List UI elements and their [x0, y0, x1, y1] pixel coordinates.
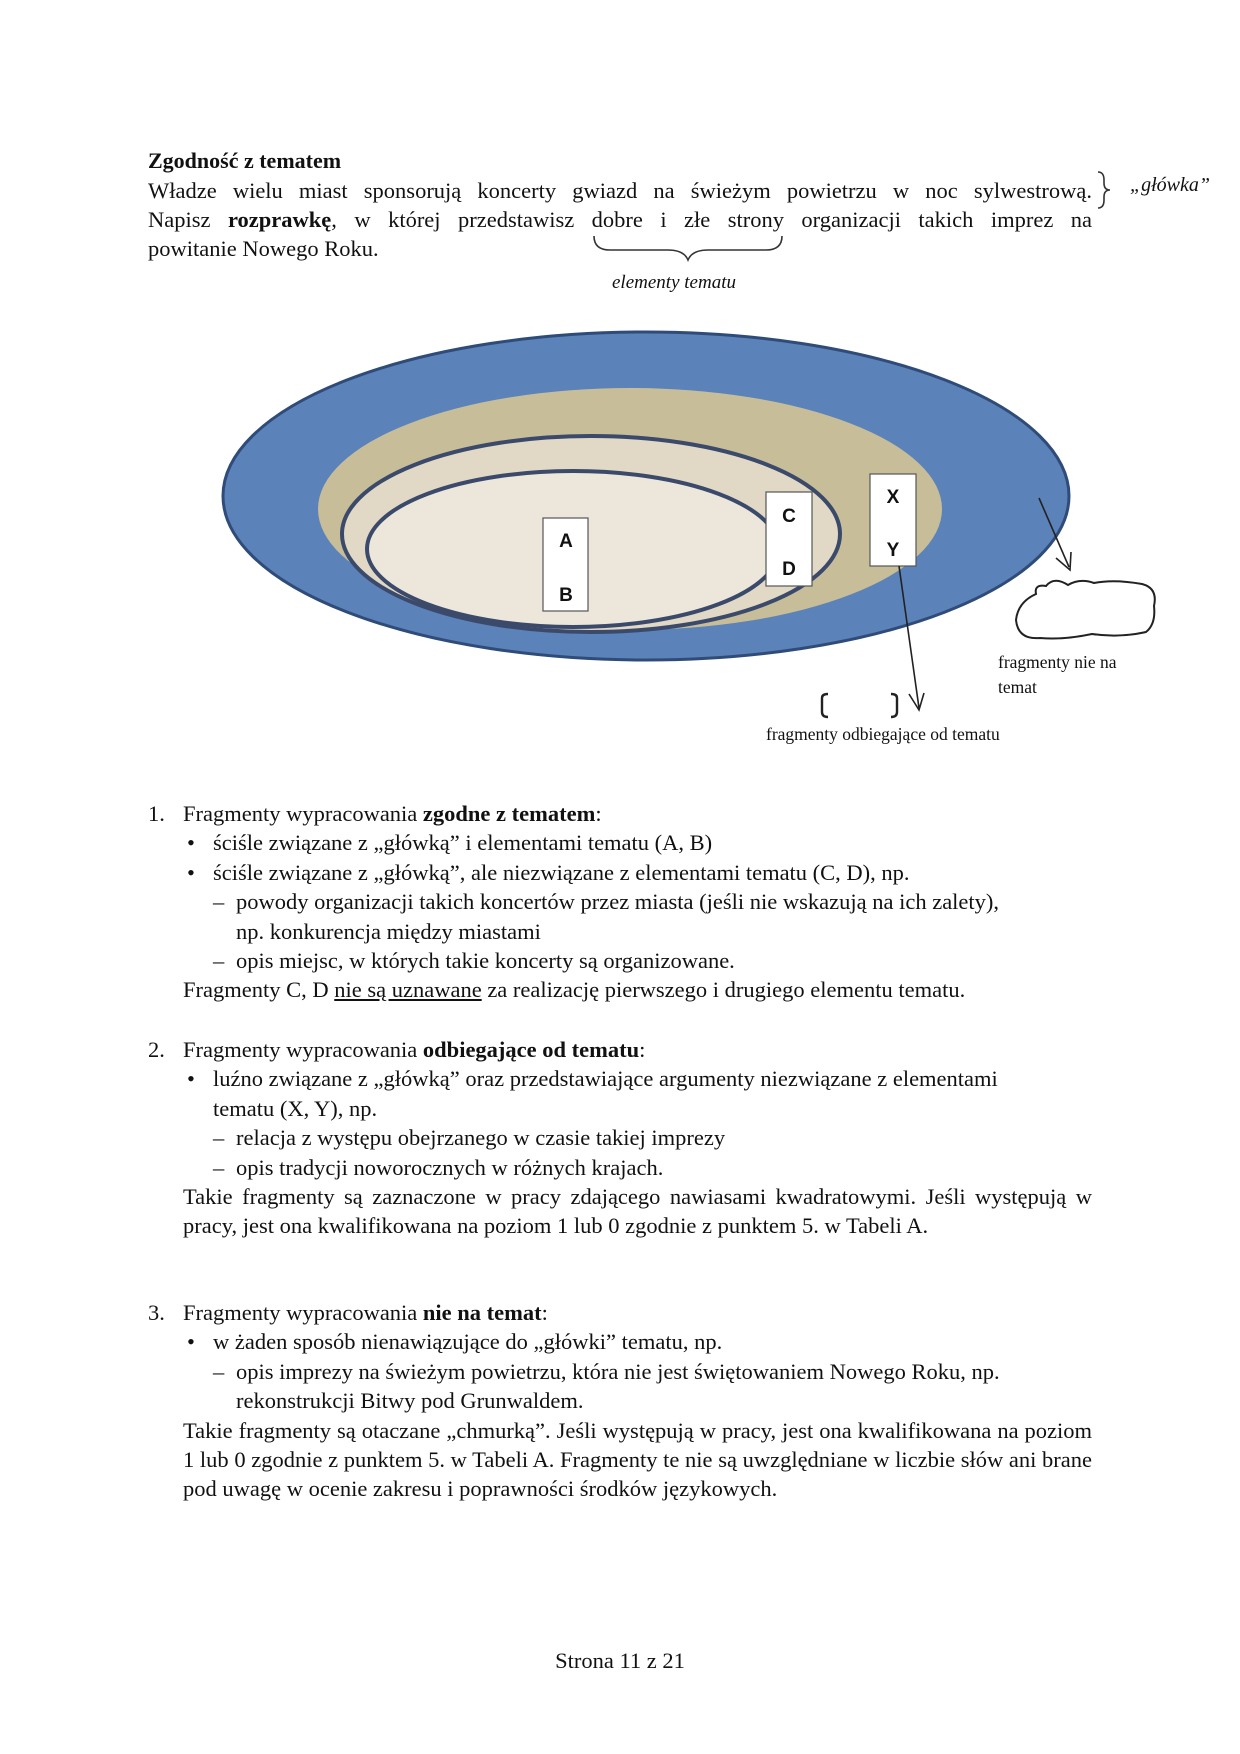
dash-text: relacja z występu obejrzanego w czasie takiej imprezy	[236, 1125, 726, 1151]
label-nie-na-temat-line: fragmenty nie na	[998, 652, 1117, 672]
dash-text: powody organizacji takich koncertów przez miasta (jeśli nie wskazują na ich zalety),	[236, 889, 1000, 915]
bullet-item: • w żaden sposób nienawiązujące do „główki” tematu, np.	[183, 1327, 1092, 1356]
glowka-brace	[1098, 172, 1110, 208]
list-item-odbiegajace	[148, 1035, 1092, 1241]
prompt-line-1: Władze wielu miast sponsorują koncerty gwiazd na świeżym powietrzu w noc sylwestrową.	[148, 178, 1092, 203]
elementy-brace	[594, 236, 782, 260]
page-number: Strona 11 z 21	[555, 1648, 685, 1673]
label-odbiegajace: fragmenty odbiegające od tematu	[766, 724, 1000, 744]
box-ab-label-a: A	[559, 531, 573, 552]
dash-text: rekonstrukcji Bitwy pod Grunwaldem.	[236, 1388, 584, 1414]
glowka-label: „główka”	[1130, 174, 1211, 196]
section-note	[183, 975, 1092, 1004]
list-item-nie-na-temat	[148, 1298, 1092, 1504]
dash-text: opis tradycji noworocznych w różnych krajach.	[236, 1154, 664, 1180]
prompt-text: Napisz	[148, 207, 211, 232]
bullet-item: • ściśle związane z „główką”, ale niezwiązane z elementami tematu (C, D), np.	[183, 858, 1092, 887]
box-ab-label-b: B	[559, 585, 573, 606]
cloud-shape	[1016, 581, 1155, 639]
bullet-item	[183, 1064, 1092, 1123]
dash-item: – relacja z występu obejrzanego w czasie takiej imprezy	[213, 1125, 726, 1151]
dash-text: opis miejsc, w których takie koncerty są organizowane.	[236, 948, 735, 974]
list-number: 3.	[148, 1300, 165, 1325]
bullet-text: tematu (X, Y), np.	[213, 1095, 378, 1121]
section-note: Takie fragmenty są zaznaczone w pracy zdającego nawiasami kwadratowymi. Jeśli występują w pracy, jest ona kwalifikowana na poziom 1 lub 0 zgodnie z punktem 5. w Tabeli A.	[183, 1184, 1092, 1239]
dash-text: np. konkurencja między miastami	[236, 918, 541, 944]
label-nie-na-temat	[998, 650, 1117, 700]
prompt-line-3: powitanie Nowego Roku.	[148, 236, 379, 261]
section-heading: Zgodność z tematem	[148, 148, 342, 173]
bracket-right	[891, 694, 897, 717]
bracket-left	[822, 694, 828, 717]
box-cd-label-d: D	[782, 559, 796, 580]
list-number: 1.	[148, 801, 165, 826]
bullet-item: • ściśle związane z „główką” i elementami tematu (A, B)	[183, 828, 1092, 857]
bullet-text: luźno związane z „główką” oraz przedstawiające argumenty niezwiązane z elementami	[213, 1066, 998, 1092]
dash-item: – opis imprezy na świeżym powietrzu, która nie jest świętowaniem Nowego Roku, np. rekonstrukcji Bitwy pod Grunwaldem.	[213, 1358, 1000, 1414]
lead-text: :	[639, 1037, 646, 1062]
lead-text: Fragmenty wypracowania	[183, 1300, 423, 1325]
lead-text: Fragmenty wypracowania	[183, 801, 423, 826]
label-nie-na-temat-line: temat	[998, 677, 1037, 697]
dash-text: opis imprezy na świeżym powietrzu, która nie jest świętowaniem Nowego Roku, np.	[236, 1358, 1000, 1384]
lead-text: :	[595, 801, 602, 826]
lead-bold: odbiegające od tematu	[422, 1037, 640, 1062]
list-lead	[183, 1298, 1092, 1327]
note-text: Fragmenty C, D	[183, 977, 335, 1003]
list-item-zgodne	[148, 799, 1092, 1005]
lead-bold: zgodne z tematem	[422, 801, 596, 826]
dash-item: – powody organizacji takich koncertów przez miasta (jeśli nie wskazują na ich zalety), np. konkurencja między miastami	[213, 889, 1000, 944]
list-lead	[183, 1035, 1092, 1064]
box-xy-label-x: X	[886, 487, 900, 508]
prompt-bold-word: rozprawkę	[227, 207, 332, 232]
box-xy-label-y: Y	[886, 540, 900, 561]
note-underlined: nie są uznawane	[334, 977, 482, 1003]
elementy-tematu-label: elementy tematu	[612, 272, 736, 293]
lead-text: :	[541, 1300, 548, 1325]
list-lead	[183, 799, 1092, 828]
lead-text: Fragmenty wypracowania	[183, 1037, 423, 1062]
box-cd-label-c: C	[782, 506, 796, 527]
dash-item: – opis miejsc, w których takie koncerty są organizowane.	[213, 948, 735, 974]
note-text: za realizację pierwszego i drugiego elementu tematu.	[481, 977, 966, 1003]
prompt-text: , w której przedstawisz dobre i złe strony organizacji takich imprez na	[331, 207, 1093, 232]
lead-bold: nie na temat	[422, 1300, 542, 1325]
section-note: Takie fragmenty są otaczane „chmurką”. Jeśli występują w pracy, jest ona kwalifikowana na poziom 1 lub 0 zgodnie z punktem 5. w Tabeli A. Fragmenty te nie są uwzględniane w liczbie słów ani brane pod uwagę w ocenie zakresu i poprawności środków językowych.	[183, 1417, 1092, 1502]
list-number: 2.	[148, 1037, 165, 1062]
dash-item: – opis tradycji noworocznych w różnych krajach.	[213, 1154, 664, 1180]
